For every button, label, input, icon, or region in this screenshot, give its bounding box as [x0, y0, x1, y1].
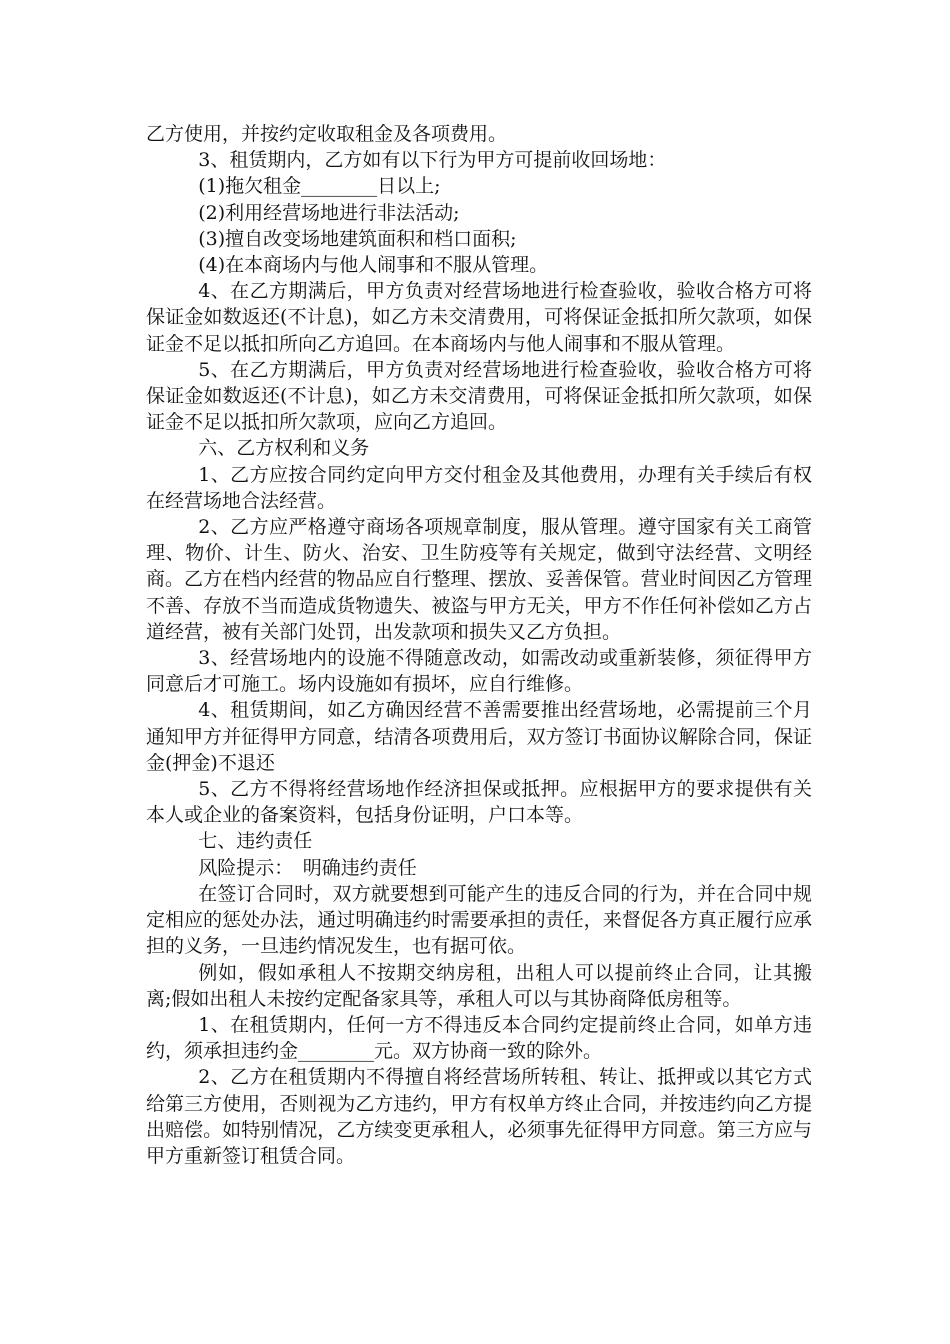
clause-4-inspection: 4、在乙方期满后，甲方负责对经营场地进行检查验收，验收合格方可将保证金如数返还(不计息)，如乙方未交清费用，可将保证金抵扣所欠款项，如保证金不足以抵扣所向乙方追回。在本商场内与他人闹事和不服从管理。 [146, 280, 812, 355]
paragraph-continuation: 乙方使用，并按约定收取租金及各项费用。 [146, 123, 508, 145]
liability-clause-1: 1、在租赁期内，任何一方不得违反本合同约定提前终止合同，如单方违约，须承担违约金________元。双方协商一致的除外。 [146, 1013, 812, 1063]
rights-clause-3: 3、经营场地内的设施不得随意改动，如需改动或重新装修，须征得甲方同意后才可施工。场内设施如有损坏，应自行维修。 [146, 647, 812, 696]
clause-3-early-recovery: 3、租赁期内，乙方如有以下行为甲方可提前收回场地： [198, 149, 667, 172]
rights-clause-1: 1、乙方应按合同约定向甲方交付租金及其他费用，办理有关手续后有权在经营场地合法经营。 [146, 463, 812, 512]
clause-5-inspection: 5、在乙方期满后，甲方负责对经营场地进行检查验收，验收合格方可将保证金如数返还(不计息)，如乙方未交清费用，可将保证金抵扣所欠款项，如保证金不足以抵扣所欠款项，应向乙方追回。 [146, 358, 812, 434]
liability-explanation: 在签订合同时，双方就要想到可能产生的违反合同的行为，并在合同中规定相应的惩处办法，通过明确违约时需要承担的责任，来督促各方真正履行应承担的义务，一旦违约情况发生，也有据可依。 [146, 882, 812, 958]
rights-clause-5: 5、乙方不得将经营场地作经济担保或抵押。应根据甲方的要求提供有关本人或企业的备案资料，包括身份证明，户口本等。 [146, 778, 812, 827]
item-4-disturbance: (4)在本商场内与他人闹事和不服从管理。 [198, 254, 549, 277]
rights-clause-4: 4、租赁期间，如乙方确因经营不善需要推出经营场地，必需提前三个月通知甲方并征得甲方同意，结清各项费用后，双方签订书面协议解除合同，保证金(押金)不退还 [146, 699, 812, 774]
rights-clause-2: 2、乙方应严格遵守商场各项规章制度，服从管理。遵守国家有关工商管理、物价、计生、防火、治安、卫生防疫等有关规定，做到守法经营、文明经商。乙方在档内经营的物品应自行整理、摆放、妥善保管。营业时间因乙方管理不善、存放不当而造成货物遗失、被盗与甲方无关，甲方不作任何补偿如乙方占道经营，被有关部门处罚，出发款项和损失又乙方负担。 [146, 516, 812, 643]
risk-notice: 风险提示： 明确违约责任 [198, 856, 417, 879]
section-heading-liability: 七、违约责任 [198, 830, 313, 853]
section-heading-party-b-rights: 六、乙方权利和义务 [198, 437, 370, 460]
item-1-rent-arrears: (1)拖欠租金________日以上; [198, 175, 441, 198]
item-2-illegal-activity: (2)利用经营场地进行非法活动; [198, 201, 460, 224]
item-3-area-change: (3)擅自改变场地建筑面积和档口面积; [198, 227, 517, 250]
liability-clause-2: 2、乙方在租赁期内不得擅自将经营场所转租、转让、抵押或以其它方式给第三方使用，否则视为乙方违约，甲方有权单方终止合同，并按违约向乙方提出赔偿。如特别情况，乙方续变更承租人，必须事先征得甲方同意。第三方应与甲方重新签订租赁合同。 [146, 1066, 812, 1167]
liability-example: 例如，假如承租人不按期交纳房租，出租人可以提前终止合同，让其搬离;假如出租人未按约定配备家具等，承租人可以与其协商降低房租等。 [146, 961, 812, 1010]
document-body [146, 121, 812, 1169]
